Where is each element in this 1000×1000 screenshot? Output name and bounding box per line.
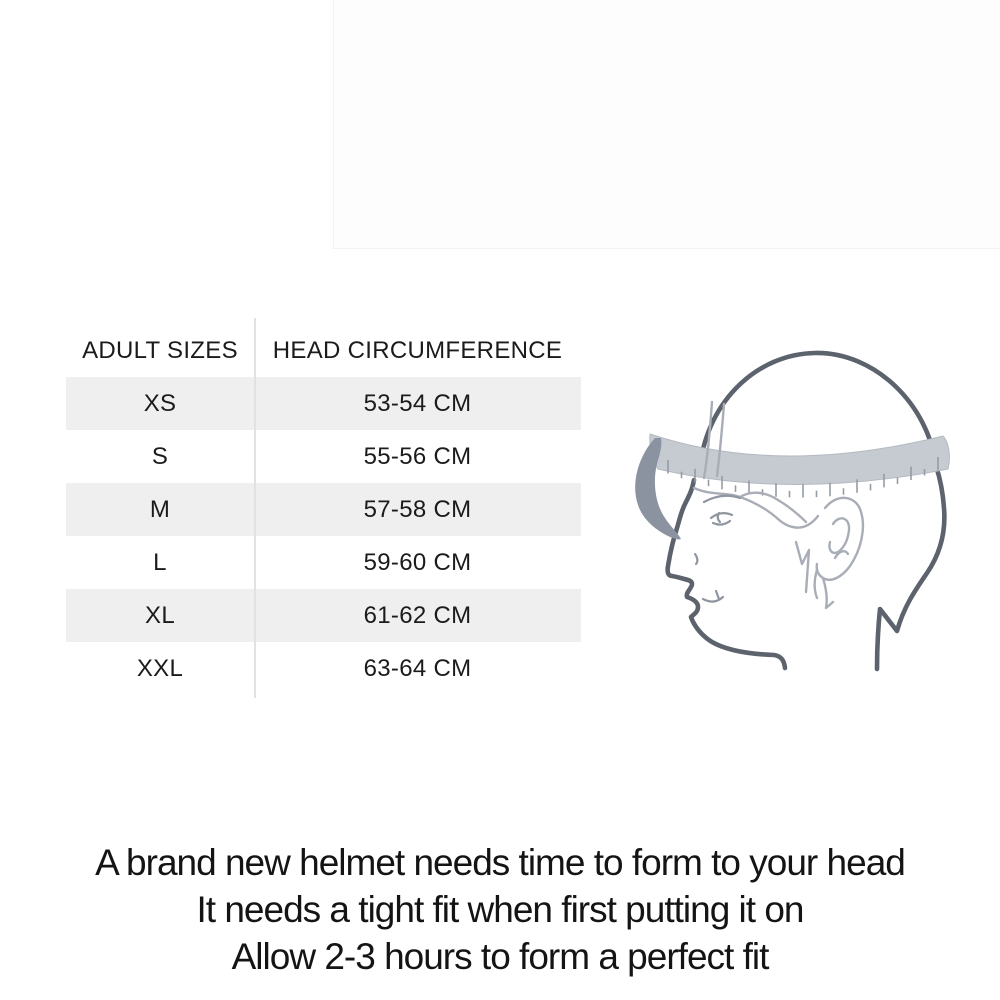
- size-chart-table: [66, 325, 581, 695]
- column-header-adult-sizes: ADULT SIZES: [82, 337, 238, 364]
- column-divider: [254, 318, 256, 698]
- circumference-cell: 63-64 CM: [363, 654, 472, 682]
- table-row: [66, 483, 581, 536]
- size-cell: M: [149, 495, 171, 523]
- table-header-row: [66, 325, 581, 377]
- table-row: [66, 536, 581, 589]
- size-cell: XL: [145, 601, 175, 629]
- circumference-cell: 55-56 CM: [363, 442, 472, 470]
- table-row: [66, 430, 581, 483]
- size-cell: S: [151, 442, 169, 470]
- table-row: [66, 642, 581, 695]
- fitting-advice-line: Allow 2-3 hours to form a perfect fit: [231, 936, 769, 977]
- face-profile-outline: [668, 480, 785, 668]
- table-row: [66, 377, 581, 430]
- circumference-cell: 59-60 CM: [363, 548, 472, 576]
- circumference-cell: 61-62 CM: [363, 601, 472, 629]
- fitting-advice: [0, 839, 1000, 980]
- size-cell: XS: [143, 389, 177, 417]
- image-seam-region: [333, 0, 1000, 249]
- table-row: [66, 589, 581, 642]
- fitting-advice-line: A brand new helmet needs time to form to your head: [95, 842, 905, 883]
- size-cell: XXL: [136, 654, 184, 682]
- mouth-line: [703, 591, 723, 602]
- hairline: [694, 488, 818, 528]
- circumference-cell: 57-58 CM: [363, 495, 472, 523]
- size-cell: L: [153, 548, 167, 576]
- head-profile-with-measuring-tape-icon: [628, 342, 968, 672]
- nose-accent: [695, 554, 697, 564]
- fitting-advice-line: It needs a tight fit when first putting it on: [196, 889, 804, 930]
- eyebrow: [704, 496, 740, 502]
- head-measurement-illustration: [628, 342, 968, 672]
- column-header-head-circumference: HEAD CIRCUMFERENCE: [272, 337, 563, 364]
- head-outline: [700, 353, 944, 669]
- eye: [711, 513, 732, 525]
- ear-inner: [829, 518, 849, 558]
- circumference-cell: 53-54 CM: [363, 389, 472, 417]
- sideburn-strands: [796, 542, 817, 598]
